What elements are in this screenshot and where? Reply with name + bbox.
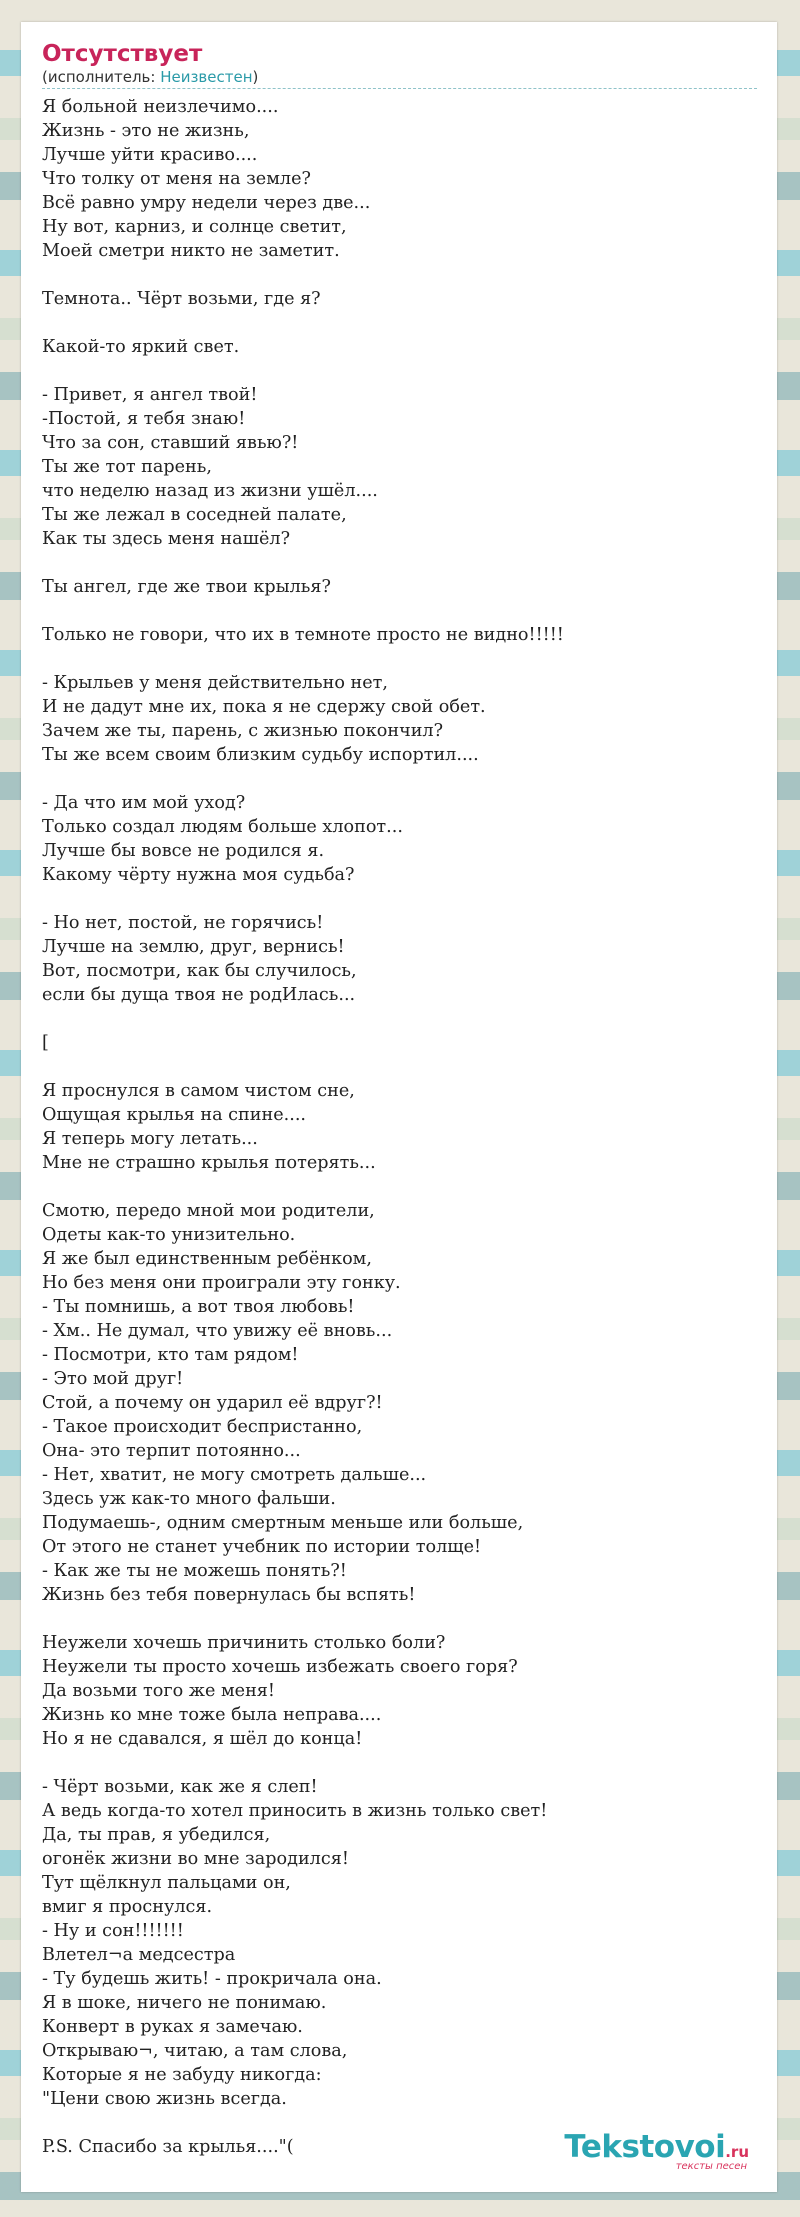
artist-link[interactable]: Неизвестен xyxy=(160,68,253,86)
logo-name: Tekstovoi xyxy=(564,2129,726,2165)
site-logo[interactable] xyxy=(564,2129,749,2172)
song-title: Отсутствует xyxy=(42,41,203,67)
artist-suffix: ) xyxy=(252,68,259,86)
lyrics-card xyxy=(21,22,777,2192)
artist-line xyxy=(42,68,757,89)
artist-prefix: (исполнитель: xyxy=(42,68,161,86)
logo-tagline: тексты песен xyxy=(675,2161,747,2172)
lyrics-text: Я больной неизлечимо.... Жизнь - это не жизнь, Лучше уйти красиво.... Что толку от меня на земле? Всё равно умру недели через две... Ну вот, карниз, и солнце светит, Моей сметри никто не заметит. Темнота.. Чёрт возьми, где я? Какой-то яркий свет. - Привет, я ангел твой! -Постой, я тебя знаю! Что за сон, ставший явью?! Ты же тот парень, что неделю назад из жизни ушёл.... Ты же лежал в соседней палате, Как ты здесь меня нашёл? Ты ангел, где же твои крылья? Только не говори, что их в темноте просто не видно!!!!! - Крыльев у меня действительно нет, И не дадут мне их, пока я не сдержу свой обет. Зачем же ты, парень, с жизнью покончил? Ты же всем своим близким судьбу испортил.... - Да что им мой уход? Только создал людям больше хлопот... Лучше бы вовсе не родился я. Какому чёрту нужна моя судьба? - Но нет, постой, не горячись! Лучше на землю, друг, вернись! Вот, посмотри, как бы случилось, если бы дуща твоя не родИлась... [ Я проснулся в самом чистом сне, Ощущая крылья на спине.... Я теперь могу летать... Мне не страшно крылья потерять... Смотю, передо мной мои родители, Одеты как-то унизительно. Я же был единственным ребёнком, Но без меня они проиграли эту гонку. - Ты помнишь, а вот твоя любовь! - Хм.. Не думал, что увижу её вновь... - Посмотри, кто там рядом! - Это мой друг! Стой, а почему он ударил её вдруг?! - Такое происходит беспристанно, Она- это терпит потоянно... - Нет, хватит, не могу смотреть дальше... Здесь уж как-то много фальши. Подумаешь-, одним смертным меньше или больше, От этого не станет учебник по истории толще! - Как же ты не можешь понять?! Жизнь без тебя повернулась бы вспять! Неужели хочешь причинить столько боли? Неужели ты просто хочешь избежать своего горя? Да возьми того же меня! Жизнь ко мне тоже была неправа.... Но я не сдавался, я шёл до конца! - Чёрт возьми, как же я слеп! А ведь когда-то хотел приносить в жизнь только свет! Да, ты прав, я убедился, огонёк жизни во мне зародился! Тут щёлкнул пальцами он, вмиг я проснулся. - Ну и сон!!!!!!! Влетел¬а медсестра - Ту будешь жить! - прокричала она. Я в шоке, ничего не понимаю. Конверт в руках я замечаю. Открываю¬, читаю, а там слова, Которые я не забуду никогда: "Цени свою жизнь всегда. P.S. Спасибо за крылья...."( xyxy=(42,97,564,2157)
logo-tld: .ru xyxy=(725,2143,749,2161)
